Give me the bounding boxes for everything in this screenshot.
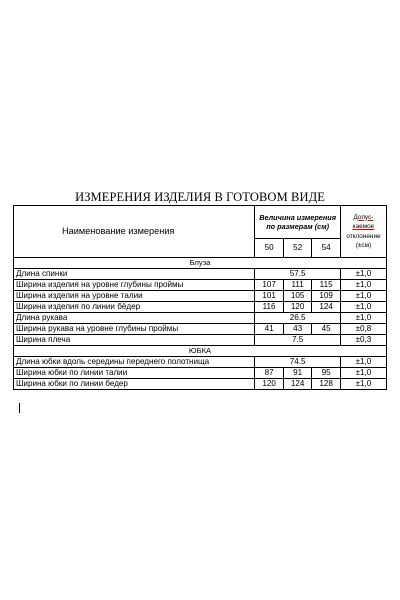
- measurement-value: 74.5: [255, 357, 341, 368]
- tolerance-header: [340, 206, 386, 258]
- measurement-value: 57.5: [255, 269, 341, 280]
- size-group-header: Величина измерения по размерам (см): [255, 206, 341, 239]
- tolerance-value: ±1,0: [340, 302, 386, 313]
- size-label: 50: [255, 239, 284, 258]
- measurement-value: 128: [312, 379, 341, 390]
- measurement-value: 107: [255, 280, 284, 291]
- measurement-value: 87: [255, 368, 284, 379]
- measurement-value: 124: [283, 379, 312, 390]
- measurement-value: 95: [312, 368, 341, 379]
- tolerance-value: ±1,0: [340, 280, 386, 291]
- tolerance-header-line2: каемое: [352, 223, 375, 230]
- table-row: [14, 269, 387, 280]
- header-row: [14, 206, 387, 239]
- table-row: [14, 324, 387, 335]
- tolerance-value: ±1,0: [340, 357, 386, 368]
- table-row: [14, 335, 387, 346]
- measurements-table: [13, 205, 387, 390]
- section-title-blouse: Блуза: [14, 258, 387, 269]
- measurement-name: Длина юбки вдоль середины переднего полотнища: [14, 357, 255, 368]
- document-title: ИЗМЕРЕНИЯ ИЗДЕЛИЯ В ГОТОВОМ ВИДЕ: [75, 190, 325, 204]
- tolerance-value: ±1,0: [340, 368, 386, 379]
- measurement-name: Длина спинки: [14, 269, 255, 280]
- measurement-value: 120: [283, 302, 312, 313]
- table-row: [14, 302, 387, 313]
- tolerance-value: ±0,3: [340, 335, 386, 346]
- measurement-value: 7.5: [255, 335, 341, 346]
- size-label: 54: [312, 239, 341, 258]
- measurement-value: 41: [255, 324, 284, 335]
- tolerance-value: ±1,0: [340, 379, 386, 390]
- measurement-value: 45: [312, 324, 341, 335]
- table-row: [14, 368, 387, 379]
- measurement-value: 26.5: [255, 313, 341, 324]
- section-row: [14, 346, 387, 357]
- measurement-name: Ширина изделия по линии бёдер: [14, 302, 255, 313]
- tolerance-header-line1: Допус-: [353, 213, 374, 221]
- tolerance-header-line3: отклонение: [346, 232, 381, 240]
- measurement-name: Ширина юбки по линии бедер: [14, 379, 255, 390]
- measurement-value: 124: [312, 302, 341, 313]
- tolerance-header-line4: (±см): [355, 242, 372, 249]
- tolerance-value: ±1,0: [340, 291, 386, 302]
- measurement-value: 111: [283, 280, 312, 291]
- tolerance-value: ±1,0: [340, 313, 386, 324]
- measurement-value: 105: [283, 291, 312, 302]
- section-title-skirt: ЮБКА: [14, 346, 387, 357]
- section-row: [14, 258, 387, 269]
- table-row: [14, 291, 387, 302]
- tolerance-value: ±1,0: [340, 269, 386, 280]
- measurement-value: 116: [255, 302, 284, 313]
- table-row: [14, 357, 387, 368]
- table-row: [14, 313, 387, 324]
- size-label: 52: [283, 239, 312, 258]
- table-row: [14, 379, 387, 390]
- measurement-value: 120: [255, 379, 284, 390]
- measurement-name-header: Наименование измерения: [14, 206, 255, 258]
- measurement-name: Ширина изделия на уровне талии: [14, 291, 255, 302]
- measurement-value: 101: [255, 291, 284, 302]
- tolerance-value: ±0,8: [340, 324, 386, 335]
- measurement-value: 43: [283, 324, 312, 335]
- measurement-name: Ширина плеча: [14, 335, 255, 346]
- measurement-value: 115: [312, 280, 341, 291]
- measurement-name: Ширина рукава на уровне глубины проймы: [14, 324, 255, 335]
- measurement-name: Длина рукава: [14, 313, 255, 324]
- text-cursor: [19, 403, 20, 413]
- measurement-name: Ширина юбки по линии талии: [14, 368, 255, 379]
- table-row: [14, 280, 387, 291]
- measurement-value: 109: [312, 291, 341, 302]
- measurement-value: 91: [283, 368, 312, 379]
- measurement-name: Ширина изделия на уровне глубины проймы: [14, 280, 255, 291]
